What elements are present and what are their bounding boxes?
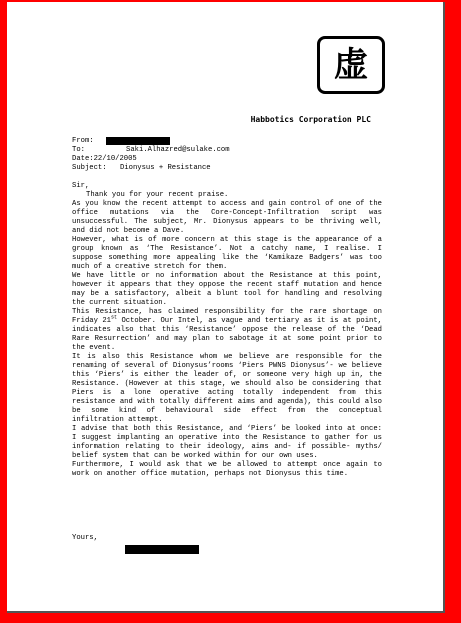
paragraph: As you know the recent attempt to access and gain control of one of the office mutations via the Core-Concept-Infiltration script was unsuccessful. The subject, Mr. Dionysus appears to be thriving well, and did not become a Dave. xyxy=(72,200,382,235)
subject-row xyxy=(72,164,392,173)
salutation: Sir, xyxy=(72,182,90,190)
paragraph: It is also this Resistance whom we believe are responsible for the renaming of several of Dionysus’rooms ‘Piers PWNS Dionysus’- we believe this ‘Piers’ is either the leader of, or someone very high up in, the Resistance. (However at this stage, we should also be considering that Piers is a lone operative acting totally independent from this resistance and with totally different aims and agenda), this could also be some kind of behavioural side effect from the conceptual infiltration attempt. xyxy=(72,353,382,424)
to-row xyxy=(72,146,392,155)
to-value: Saki.Alhazred@sulake.com xyxy=(126,146,230,154)
date-label: Date: xyxy=(72,155,94,163)
ordinal-suffix: st xyxy=(110,314,117,321)
company-name: Habbotics Corporation PLC xyxy=(250,115,371,124)
signature-redaction xyxy=(125,545,199,554)
subject-value: Dionysus + Resistance xyxy=(120,164,211,172)
company-logo xyxy=(317,36,385,94)
from-redaction xyxy=(106,137,170,145)
paragraph: Thank you for your recent praise. xyxy=(86,191,229,199)
from-row xyxy=(72,137,392,146)
document-page xyxy=(7,2,445,613)
paragraph-part: October. Our Intel, as vague and tertiary as it is at point, indicates also that this ‘Resistance’ oppose the release of the ‘Dead Rare Resurrection’ and may plan to sabotage it at some point prior to the event. xyxy=(72,317,382,352)
paragraph: I advise that both this Resistance, and ‘Piers’ be looked into at once: I suggest implanting an operative into the Resistance to gather for us information relating to their ideology, aims and- if possible- myths/ belief system that can be worked within for our own uses. xyxy=(72,425,382,460)
to-label: To: xyxy=(72,146,85,154)
paragraph: We have little or no information about the Resistance at this point, however it appears that they oppose the recent staff mutation and hence may be a satisfactory, albeit a blunt tool for handling and resolving the current situation. xyxy=(72,272,382,307)
paragraph xyxy=(72,308,382,353)
date-value: 22/10/2005 xyxy=(93,155,137,163)
logo-glyph: 虚 xyxy=(334,45,368,85)
paragraph-part: This Resistance, has claimed responsibility for the rare shortage on Friday 21 xyxy=(72,308,382,325)
subject-label: Subject: xyxy=(72,164,107,172)
from-label: From: xyxy=(72,137,94,145)
paragraph: Furthermore, I would ask that we be allowed to attempt once again to work on another office mutation, perhaps not Dionysus this time. xyxy=(72,461,382,478)
closing: Yours, xyxy=(72,534,98,542)
memo-header xyxy=(72,137,392,173)
letter-body xyxy=(72,191,382,479)
date-row xyxy=(72,155,392,164)
paragraph: However, what is of more concern at this stage is the appearance of a group known as ‘The Resistance’. Not a catchy name, I realise. I suppose something more appealing like the ‘Kamikaze Badgers’ was too much of a creative stretch for them. xyxy=(72,236,382,271)
